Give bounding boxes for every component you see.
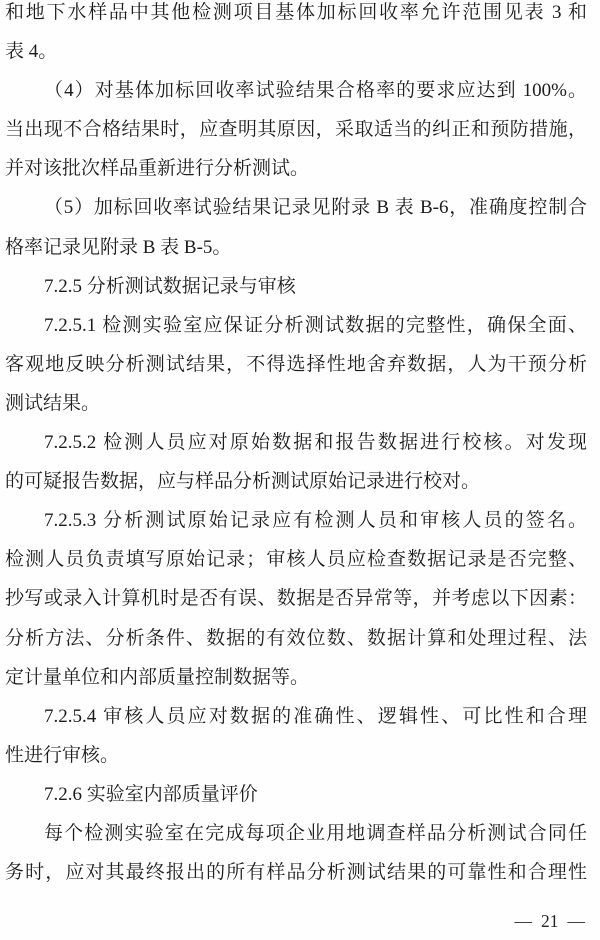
- text-line: 每个检测实验室在完成每项企业用地调查样品分析测试合同任: [44, 822, 587, 844]
- page-number: 21: [541, 910, 559, 931]
- page-footer: [515, 908, 586, 934]
- text-line: 务时，应对其最终报出的所有样品分析测试结果的可靠性和合理性: [5, 862, 587, 884]
- text-line: 客观地反映分析测试结果，不得选择性地舍弃数据，人为干预分析: [5, 353, 587, 375]
- footer-dash-right: —: [567, 910, 585, 931]
- text-line: 分析方法、分析条件、数据的有效位数、数据计算和处理过程、法: [5, 627, 587, 649]
- text-line: 7.2.5.3 分析测试原始记录应有检测人员和审核人员的签名。: [44, 510, 587, 532]
- text-line: 7.2.5.1 检测实验室应保证分析测试数据的完整性，确保全面、: [44, 314, 587, 336]
- document-body: [5, 0, 587, 892]
- text-line: （5）加标回收率试验结果记录见附录 B 表 B-6，准确度控制合: [44, 197, 587, 219]
- text-line: 7.2.6 实验室内部质量评价: [44, 783, 258, 805]
- text-line: 表 4。: [5, 41, 58, 63]
- text-line: （4）对基体加标回收率试验结果合格率的要求应达到 100%。: [44, 80, 587, 102]
- text-line: 定计量单位和内部质量控制数据等。: [5, 666, 310, 688]
- text-line: 检测人员负责填写原始记录；审核人员应检查数据记录是否完整、: [5, 549, 587, 571]
- text-line: 7.2.5 分析测试数据记录与审核: [44, 275, 296, 297]
- text-line: 7.2.5.2 检测人员应对原始数据和报告数据进行校核。对发现: [44, 432, 587, 454]
- text-line: 当出现不合格结果时，应查明其原因，采取适当的纠正和预防措施，: [5, 119, 587, 141]
- text-line: 的可疑报告数据，应与样品分析测试原始记录进行校对。: [5, 471, 481, 493]
- footer-dash-left: —: [514, 910, 532, 931]
- text-line: 性进行审核。: [5, 744, 120, 766]
- text-line: 测试结果。: [5, 392, 101, 414]
- text-line: 格率记录见附录 B 表 B-5。: [5, 236, 232, 258]
- text-line: 7.2.5.4 审核人员应对数据的准确性、逻辑性、可比性和合理: [44, 705, 587, 727]
- text-line: 抄写或录入计算机时是否有误、数据是否异常等，并考虑以下因素：: [5, 588, 587, 610]
- text-line: 并对该批次样品重新进行分析测试。: [5, 158, 310, 180]
- text-line: 和地下水样品中其他检测项目基体加标回收率允许范围见表 3 和: [5, 2, 587, 23]
